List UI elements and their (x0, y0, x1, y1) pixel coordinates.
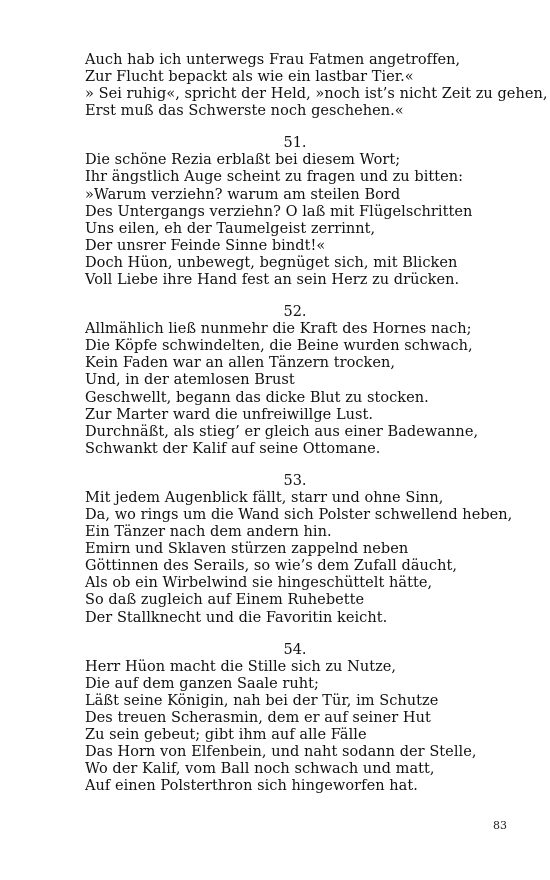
verse-line: Zur Marter ward die unfreiwillge Lust. (85, 406, 374, 423)
verse-line: Geschwellt, begann das dicke Blut zu stocken. (85, 389, 429, 406)
stanza-number: 53. (283, 472, 307, 489)
verse-line: Wo der Kalif, vom Ball noch schwach und matt, (85, 761, 435, 778)
verse-line: »Warum verziehn? warum am steilen Bord (85, 186, 401, 203)
verse-line: Die Köpfe schwindelten, die Beine wurden schwach, (85, 338, 473, 355)
stanza-51 (85, 135, 505, 289)
verse-line: Der Stallknecht und die Favoritin keicht. (85, 609, 388, 626)
stanza-number: 52. (283, 304, 307, 321)
verse-line: Die schöne Rezia erblaßt bei diesem Wort; (85, 152, 401, 169)
stanza-number: 54. (283, 641, 307, 658)
verse-line: Allmählich ließ nunmehr die Kraft des Hornes nach; (85, 321, 472, 338)
verse-line: Die auf dem ganzen Saale ruht; (85, 675, 319, 692)
verse-line: Mit jedem Augenblick fällt, starr und ohne Sinn, (85, 489, 444, 506)
verse-line: Schwankt der Kalif auf seine Ottomane. (85, 440, 381, 457)
verse-line: Auf einen Polsterthron sich hingeworfen hat. (85, 778, 418, 795)
verse-line: Ein Tänzer nach dem andern hin. (85, 524, 332, 541)
verse-line: Ihr ängstlich Auge scheint zu fragen und zu bitten: (85, 169, 464, 186)
verse-line: Kein Faden war an allen Tänzern trocken, (85, 355, 396, 372)
verse-line: Des Untergangs verziehn? O laß mit Flügelschritten (85, 203, 473, 220)
verse-line: Doch Hüon, unbewegt, begnüget sich, mit Blicken (85, 254, 458, 271)
verse-line: Des treuen Scherasmin, dem er auf seiner Hut (85, 709, 431, 726)
stanza-number: 51. (283, 135, 307, 152)
verse-line: Als ob ein Wirbelwind sie hingeschüttelt hätte, (85, 575, 433, 592)
verse-line: So daß zugleich auf Einem Ruhebette (85, 592, 365, 609)
verse-line: Uns eilen, eh der Taumelgeist zerrinnt, (85, 220, 376, 237)
verse-line: » Sei ruhig«, spricht der Held, »noch ist’s nicht Zeit zu gehen, (85, 86, 548, 103)
verse-line: Läßt seine Königin, nah bei der Tür, im Schutze (85, 692, 439, 709)
verse-line: Göttinnen des Serails, so wie’s dem Zufall däucht, (85, 558, 458, 575)
stanza-54 (85, 642, 505, 796)
page-number: 83 (493, 819, 507, 832)
verse-line: Auch hab ich unterwegs Frau Fatmen angetroffen, (85, 52, 461, 68)
verse-line: Erst muß das Schwerste noch geschehen.« (85, 103, 404, 120)
verse-line: Und, in der atemlosen Brust (85, 372, 295, 389)
poem-page (85, 52, 548, 810)
verse-line: Der unsrer Feinde Sinne bindt!« (85, 237, 326, 254)
verse-line: Voll Liebe ihre Hand fest an sein Herz zu drücken. (85, 272, 460, 289)
verse-line: Zur Flucht bepackt als wie ein lastbar Tier.« (85, 69, 414, 86)
verse-line: Herr Hüon macht die Stille sich zu Nutze, (85, 658, 397, 675)
verse-line: Das Horn von Elfenbein, und naht sodann der Stelle, (85, 744, 477, 761)
verse-line: Durchnäßt, als stieg’ er gleich aus einer Badewanne, (85, 423, 479, 440)
verse-line: Zu sein gebeut; gibt ihm auf alle Fälle (85, 727, 367, 743)
stanza-50-continuation (85, 52, 548, 120)
verse-line: Da, wo rings um die Wand sich Polster schwellend heben, (85, 506, 513, 523)
stanza-52 (85, 304, 505, 458)
stanza-53 (85, 472, 513, 627)
verse-line: Emirn und Sklaven stürzen zappelnd neben (85, 541, 409, 558)
